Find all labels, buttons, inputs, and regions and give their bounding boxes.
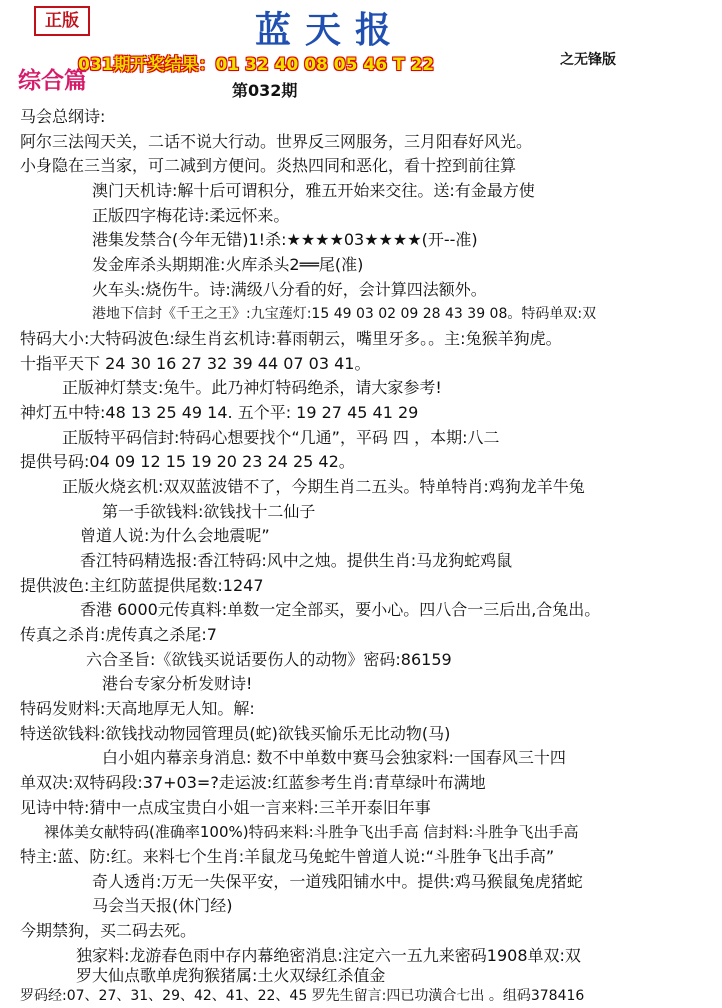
text-line: 十指平天下 24 30 16 27 32 39 44 07 03 41。 bbox=[20, 354, 371, 373]
text-line: 正版特平码信封:特码心想要找个“几通”，平码 四 ，本期:八二 bbox=[62, 428, 500, 447]
text-line: 阿尔三法闯天关，二话不说大行动。世界反三网服务，三月阳春好风光。 bbox=[20, 132, 533, 151]
text-line: 罗大仙点歌单虎狗猴猪属:土火双绿红杀值金 bbox=[76, 966, 386, 985]
section-title: 综合篇 bbox=[18, 67, 87, 94]
text-line: 火车头:烧伤牛。诗:满级八分看的好，会计算四法额外。 bbox=[92, 280, 487, 299]
text-line: 香江特码精选报:香江特码:风中之烛。提供生肖:马龙狗蛇鸡鼠 bbox=[80, 551, 513, 570]
text-line: 罗码经:07、27、31、29、42、41、22、45 罗先生留言:四已功潢合七出 。组码378416 bbox=[20, 988, 585, 1004]
text-line: 港台专家分析发财诗! bbox=[102, 674, 253, 693]
issue-number: 第032期 bbox=[232, 81, 298, 100]
text-line: 提供波色:主红防蓝提供尾数:1247 bbox=[20, 576, 264, 595]
text-line: 神灯五中特:48 13 25 49 14. 五个平: 19 27 45 41 29 bbox=[20, 403, 419, 422]
text-line: 特送欲钱料:欲钱找动物园管理员(蛇)欲钱买愉乐无比动物(马) bbox=[20, 724, 451, 743]
text-line: 香港 6000元传真料:单数一定全部买，要小心。四八合一三后出,合兔出。 bbox=[80, 600, 601, 619]
text-line: 小身隐在三当家，可二减到方便问。炎热四同和恶化，看十控到前往算 bbox=[20, 156, 517, 175]
text-line: 港集发禁合(今年无错)1!杀:★★★★03★★★★(开--准) bbox=[92, 230, 478, 249]
text-line: 澳门天机诗:解十后可谓积分，雅五开始来交往。送:有金最方使 bbox=[92, 181, 535, 200]
edition-label: 之无锋版 bbox=[560, 52, 616, 68]
text-line: 提供号码:04 09 12 15 19 20 23 24 25 42。 bbox=[20, 452, 355, 471]
text-line: 正版火烧玄机:双双蓝波错不了，今期生肖二五头。特单特肖:鸡狗龙羊牛兔 bbox=[62, 477, 585, 496]
newspaper-title: 蓝天报 bbox=[255, 9, 406, 51]
text-line: 马会总纲诗: bbox=[20, 107, 106, 126]
text-line: 马会当天报(休门经) bbox=[92, 896, 233, 915]
text-line: 奇人透肖:万无一失保平安，一道残阳铺水中。提供:鸡马猴鼠兔虎猪蛇 bbox=[92, 872, 583, 891]
draw-result-banner: 031期开奖结果：01 32 40 08 05 46 T 22 bbox=[78, 55, 435, 75]
text-line: 特码大小:大特码波色:绿生肖玄机诗:暮雨朝云，嘴里牙多。。主:兔猴羊狗虎。 bbox=[20, 329, 562, 348]
text-line: 正版神灯禁支:兔牛。此乃神灯特码绝杀，请大家参考! bbox=[62, 378, 442, 397]
text-line: 发金库杀头期期准:火库杀头2══尾(准) bbox=[92, 255, 364, 274]
text-line: 独家料:龙游春色雨中存内幕绝密消息:注定六一五九来密码1908单双:双 bbox=[76, 946, 581, 965]
text-line: 第一手欲钱料:欲钱找十二仙子 bbox=[102, 502, 316, 521]
text-line: 单双决:双特码段:37+03=?走运波:红蓝参考生肖:青草绿叶布满地 bbox=[20, 773, 486, 792]
text-line: 特码发财料:天高地厚无人知。解: bbox=[20, 699, 255, 718]
text-line: 传真之杀肖:虎传真之杀尾:7 bbox=[20, 625, 217, 644]
text-line: 港地下信封《千王之王》:九宝莲灯:15 49 03 02 09 28 43 39 08。特码单双:双 bbox=[92, 306, 597, 322]
text-line: 特主:蓝、防:红。来料七个生肖:羊鼠龙马兔蛇牛曾道人说:“斗胜争飞出手高” bbox=[20, 847, 555, 866]
edition-badge: 正版 bbox=[34, 6, 90, 36]
text-line: 六合圣旨:《欲钱买说话要伤人的动物》密码:86159 bbox=[86, 650, 452, 669]
text-line: 见诗中特:猜中一点成宝贵白小姐一言来料:三羊开泰旧年事 bbox=[20, 798, 431, 817]
text-line: 裸体美女献特码(准确率100%)特码来料:斗胜争飞出手高 信封料:斗胜争飞出手高 bbox=[44, 823, 579, 841]
text-line: 曾道人说:为什么会地震呢” bbox=[80, 526, 270, 545]
text-line: 正版四字梅花诗:柔远怀来。 bbox=[92, 206, 290, 225]
text-line: 今期禁狗，买二码去死。 bbox=[20, 921, 197, 940]
text-line: 白小姐内幕亲身消息: 数不中单数中赛马会独家料:一国春风三十四 bbox=[102, 748, 566, 767]
